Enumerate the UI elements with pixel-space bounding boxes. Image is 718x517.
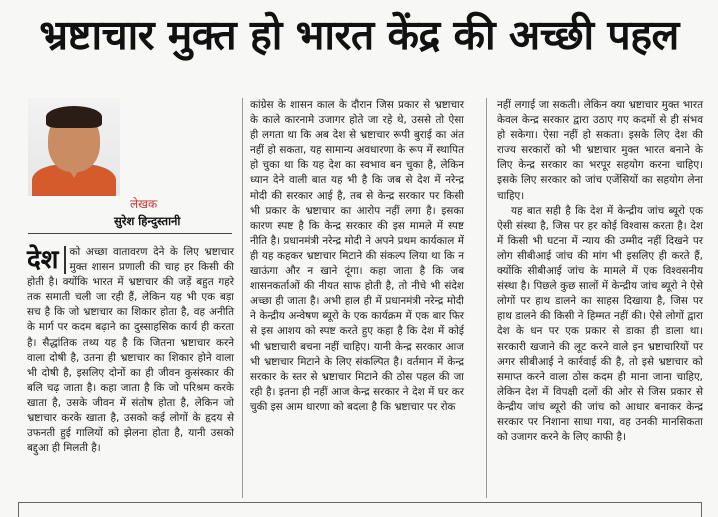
article-column-3 [497,98,703,445]
column-divider-2 [486,98,487,498]
column-3-paragraph-2: यह बात सही है कि देश में केन्द्रीय जांच ब्यूरो एक ऐसी संस्था है, जिस पर हर कोई विश्वास करता है। देश में किसी भी घटना में न्याय की उम्मीद नहीं दिखने पर लोग सीबीआई जांच की मांग भी इसलिए ही करते हैं, क्योंकि सीबीआई जांच के मामले में एक विश्वसनीय संस्था है। पिछले कुछ सालों में केन्द्रीय जांच ब्यूरो ने ऐसे लोगों पर हाथ डालने का साहस दिखाया है, जिस पर हाथ डालने की किसी ने हिम्मत नहीं की। ऐसे लोगों द्वारा देश के धन पर एक प्रकार से डाका ही डाला था। सरकारी खजाने की लूट करने वाले इन भ्रष्टाचारियों पर अगर सीबीआई ने कार्रवाई की है, तो इसे भ्रष्टाचार को समाप्त करने वाला ठोस कदम ही माना जाना चाहिए, लेकिन देश में विपक्षी दलों की ओर से जिस प्रकार से केन्द्रीय जांच ब्यूरो की जांच को आधार बनाकर केन्द्र सरकार पर निशाना साधा गया, वह उनकी मानसिकता को उजागर करने के लिए काफी है। [497,204,703,444]
author-photo [28,98,120,196]
next-article-frame [18,502,702,517]
author-photo-hair [46,106,102,128]
byline-divider [28,233,232,234]
dropcap: देश [27,246,66,274]
column-3-paragraph-1: नहीं लगाई जा सकती। लेकिन क्या भ्रष्टाचार मुक्त भारत केवल केन्द्र सरकार द्वारा उठाए गए कदमों से ही संभव हो सकेगा। ऐसा नहीं हो सकता। इसके लिए देश की राज्य सरकारों को भी भ्रष्टाचार मुक्त भारत बनाने के लिए केन्द्र सरकार का भरपूर सहयोग करना चाहिए। इसके लिए सरकार को जांच एजेंसियों का सहयोग लेना चाहिए। [497,99,703,202]
byline-label: लेखक [130,197,158,211]
headline: भ्रष्टाचार मुक्त हो भारत केंद्र की अच्छी पहल [39,11,679,59]
byline-author: सुरेश हिन्दुस्तानी [114,214,181,228]
article-column-1 [27,245,234,456]
column-1-text: को अच्छा वातावरण देने के लिए भ्रष्टाचार मुक्त शासन प्रणाली की चाह हर किसी की होती है। क्योंकि भारत में भ्रष्टाचार की जड़ें बहुत गहरे तक समाती चली जा रही हैं, लेकिन यह भी एक बड़ा सच है कि जो भ्रष्टाचार का शिकार होता है, वह अनीति के मार्ग पर कदम बढ़ाने का दुस्साहसिक कार्य ही करता है। सैद्धांतिक तथ्य यह है कि जितना भ्रष्टाचार करने वाला दोषी है, उतना ही भ्रष्टाचार का शिकार होने वाला भी दोषी है, इसलिए दोनों का ही जीवन कुसंस्कार की बलि चढ़ जाता है। कहा जाता है कि जो परिश्रम करके खाता है, उसके जीवन में संतोष होता है, लेकिन जो भ्रष्टाचार करके खाता है, उसको कई लोगों के हृदय से उफनती हुई गालियों को झेलना होता है, यानी उसको बद्दुआ ही मिलती है। [27,246,234,455]
article-column-2 [250,98,464,415]
column-divider-1 [242,98,243,498]
column-2-text: कांग्रेस के शासन काल के दौरान जिस प्रकार से भ्रष्टाचार के काले कारनामे उजागर होते जा रहे थे, उससे तो ऐसा ही लगता था कि अब देश से भ्रष्टाचार रूपी बुराई का अंत नहीं हो सकता, यह सामान्य अवधारणा के रूप में स्थापित हो चुका था कि यह देश का स्वभाव बन चुका है, लेकिन ध्यान देने वाली बात यह भी है कि जब से देश में नरेन्द्र मोदी की सरकार आई है, तब से केन्द्र सरकार पर किसी भी प्रकार के भ्रष्टाचार का आरोप नहीं लगा है। इसका कारण स्पष्ट है कि केन्द्र सरकार की इस मामले में स्पष्ट नीति है। प्रधानमंत्री नरेन्द्र मोदी ने अपने प्रथम कार्यकाल में ही यह कहकर भ्रष्टाचार मिटाने की संकल्प लिया था कि न खाऊंगा और न खाने दूंगा। कहा जाता है कि जब शासनकर्ताओं की नीयत साफ होती है, तो नीचे भी संदेश अच्छा ही जाता है। अभी हाल ही में प्रधानमंत्री नरेन्द्र मोदी ने केन्द्रीय अन्वेषण ब्यूरो के एक कार्यक्रम में एक बार फिर से इस आशय को स्पष्ट करते हुए कहा है कि देश में कोई भी भ्रष्टाचारी बचना नहीं चाहिए। यानी केन्द्र सरकार आज भी भ्रष्टाचार मिटाने के लिए संकल्पित है। वर्तमान में केन्द्र सरकार के स्तर से भ्रष्टाचार मिटाने की ठोस पहल की जा रही है। इतना ही नहीं आज केन्द्र सरकार ने देश में घर कर चुकी इस आम धारणा को बदला है कि भ्रष्टाचार पर रोक [250,99,464,413]
